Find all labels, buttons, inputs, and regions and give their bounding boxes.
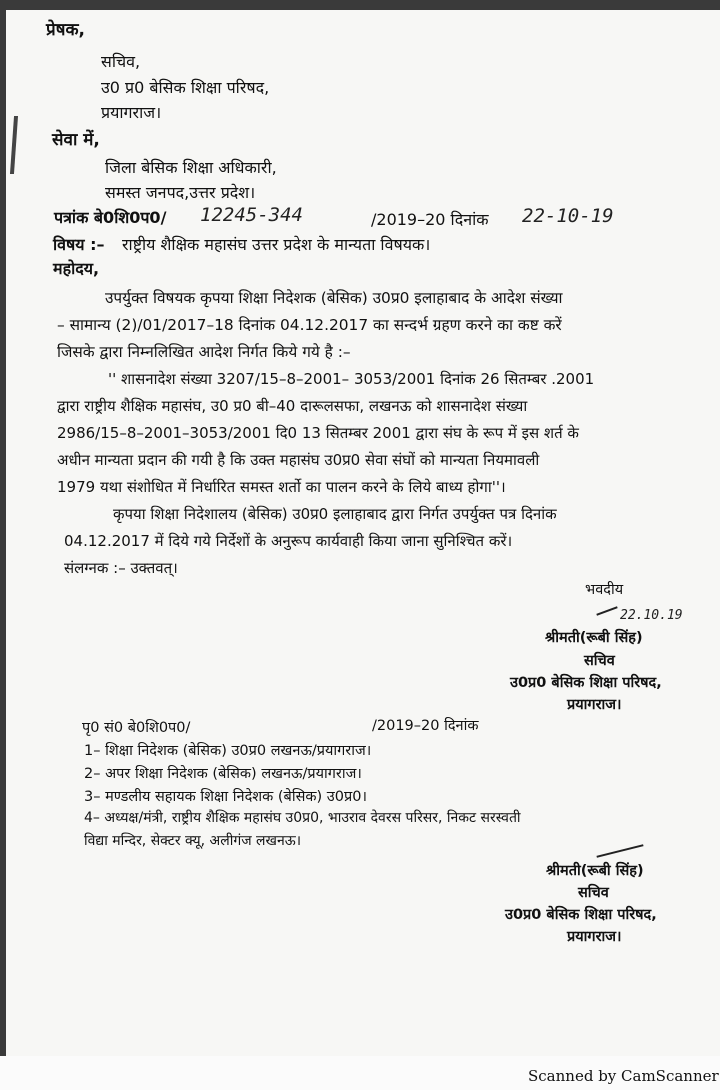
copy-item: 3– मण्डलीय सहायक शिक्षा निदेशक (बेसिक) उ0प्र0।	[84, 789, 367, 805]
salutation: महोदय,	[53, 259, 100, 278]
signatory-designation: सचिव	[584, 653, 615, 669]
sender-label: प्रेषक,	[46, 20, 86, 40]
signature-handwritten-date: 22.10.19	[620, 608, 683, 623]
body-line: उपर्युक्त विषयक कृपया शिक्षा निदेशक (बेसिक) उ0प्र0 इलाहाबाद के आदेश संख्या	[105, 289, 563, 307]
body-line: कृपया शिक्षा निदेशालय (बेसिक) उ0प्र0 इलाहाबाद द्वारा निर्गत उपर्युक्त पत्र दिनांक	[113, 505, 557, 523]
copy-item-continued: विद्या मन्दिर, सेक्टर क्यू, अलीगंज लखनऊ।	[84, 833, 302, 849]
copy-ref-line: पृ0 सं0 बे0शि0प0/	[82, 720, 191, 736]
quote-line: अधीन मान्यता प्रदान की गयी है कि उक्त महासंघ उ0प्र0 सेवा संघों को मान्यता नियमावली	[57, 451, 540, 469]
recipient-line: समस्त जनपद,उत्तर प्रदेश।	[105, 183, 256, 202]
sender-line: उ0 प्र0 बेसिक शिक्षा परिषद,	[101, 78, 270, 97]
quote-line: द्वारा राष्ट्रीय शैक्षिक महासंघ, उ0 प्र0 बी–40 दारूलसफा, लखनऊ को शासनादेश संख्या	[57, 397, 528, 415]
reference-date-handwritten: 22-10-19	[522, 205, 614, 227]
sender-line: सचिव,	[101, 52, 141, 71]
quote-line: 2986/15–8–2001–3053/2001 दि0 13 सितम्बर 2001 द्वारा संघ के रूप में इस शर्त के	[57, 424, 579, 442]
body-line: जिसके द्वारा निम्नलिखित आदेश निर्गत किये गये है :–	[57, 343, 351, 361]
signatory-name: श्रीमती(रूबी सिंह)	[545, 630, 643, 646]
copy-item: 1– शिक्षा निदेशक (बेसिक) उ0प्र0 लखनऊ/प्रयागराज।	[84, 743, 372, 759]
signatory-name: श्रीमती(रूबी सिंह)	[546, 863, 644, 879]
signatory-city: प्रयागराज।	[567, 929, 622, 945]
subject-label: विषय :–	[53, 235, 105, 254]
reference-number-handwritten: 12245-344	[200, 204, 303, 226]
reference-year: /2019–20 दिनांक	[371, 210, 489, 229]
enclosure-line: संलग्नक :– उक्तवत्।	[64, 559, 178, 577]
signatory-designation: सचिव	[578, 885, 609, 901]
quote-line: 1979 यथा संशोधित में निर्धारित समस्त शर्तो का पालन करने के लिये बाध्य होगा''।	[57, 478, 506, 496]
copy-ref-year: /2019–20 दिनांक	[372, 718, 479, 734]
reference-prefix: पत्रांक बे0शि0प0/	[54, 208, 167, 227]
copy-item: 4– अध्यक्ष/मंत्री, राष्ट्रीय शैक्षिक महासंघ उ0प्र0, भाउराव देवरस परिसर, निकट सरस्वती	[84, 810, 521, 826]
quote-line: '' शासनादेश संख्या 3207/15–8–2001– 3053/2001 दिनांक 26 सितम्बर .2001	[108, 370, 595, 388]
signatory-city: प्रयागराज।	[567, 697, 622, 713]
signatory-office: उ0प्र0 बेसिक शिक्षा परिषद,	[505, 907, 657, 923]
scanner-watermark: Scanned by CamScanner	[528, 1067, 719, 1085]
sender-line: प्रयागराज।	[101, 103, 162, 122]
body-line: 04.12.2017 में दिये गये निर्देशों के अनुरूप कार्यवाही किया जाना सुनिश्चित करें।	[64, 532, 513, 550]
signatory-office: उ0प्र0 बेसिक शिक्षा परिषद,	[510, 675, 662, 691]
closing: भवदीय	[585, 582, 624, 598]
recipient-label: सेवा में,	[52, 130, 100, 150]
recipient-line: जिला बेसिक शिक्षा अधिकारी,	[105, 158, 277, 177]
copy-item: 2– अपर शिक्षा निदेशक (बेसिक) लखनऊ/प्रयागराज।	[84, 766, 362, 782]
body-line: – सामान्य (2)/01/2017–18 दिनांक 04.12.2017 का सन्दर्भ ग्रहण करने का कष्ट करें	[57, 316, 562, 334]
subject-text: राष्ट्रीय शैक्षिक महासंघ उत्तर प्रदेश के मान्यता विषयक।	[122, 235, 431, 254]
